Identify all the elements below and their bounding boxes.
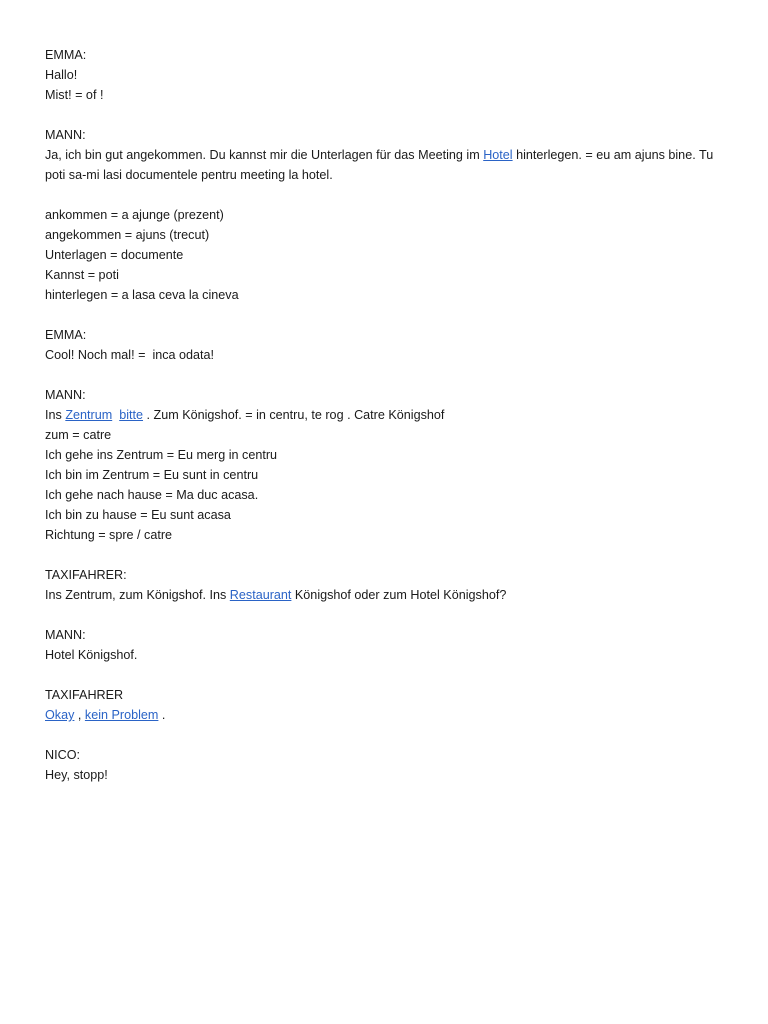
vocab-line: Ich gehe nach hause = Ma duc acasa. [45, 488, 259, 502]
speaker-mann: MANN: [45, 628, 86, 642]
link-okay[interactable]: Okay [45, 708, 75, 722]
spacer [45, 605, 735, 625]
dialogue-line: Hallo! [45, 68, 78, 82]
speaker-emma: EMMA: [45, 328, 87, 342]
text-segment: Ins Zentrum, zum Königshof. Ins [45, 588, 230, 602]
text-segment: . [158, 708, 166, 722]
vocab-line: ankommen = a ajunge (prezent) [45, 208, 224, 222]
speaker-mann: MANN: [45, 388, 86, 402]
dialogue-line [45, 705, 735, 725]
dialogue-line: poti sa-mi lasi documentele pentru meeting la hotel. [45, 168, 333, 182]
speaker-taxifahrer: TAXIFAHRER [45, 688, 124, 702]
vocab-line: Unterlagen = documente [45, 248, 184, 262]
text-segment: Königshof oder zum Hotel Königshof? [291, 588, 507, 602]
speaker-nico: NICO: [45, 748, 80, 762]
text-segment: Ja, ich bin gut angekommen. Du kannst mir die Unterlagen für das Meeting im [45, 148, 484, 162]
vocab-line: Richtung = spre / catre [45, 528, 173, 542]
vocab-line: Ich bin im Zentrum = Eu sunt in centru [45, 468, 259, 482]
link-bitte[interactable]: bitte [119, 408, 144, 422]
dialogue-line: Mist! = of ! [45, 88, 104, 102]
text-segment: Ins [45, 408, 66, 422]
link-restaurant[interactable]: Restaurant [229, 588, 292, 602]
link-hotel[interactable]: Hotel [483, 148, 513, 162]
spacer [45, 105, 735, 125]
dialogue-line [45, 145, 735, 165]
text-segment: , [74, 708, 85, 722]
document-page [45, 45, 735, 785]
speaker-emma: EMMA: [45, 48, 87, 62]
vocab-line: zum = catre [45, 428, 112, 442]
vocab-line: angekommen = ajuns (trecut) [45, 228, 210, 242]
spacer [45, 305, 735, 325]
vocab-line: Ich gehe ins Zentrum = Eu merg in centru [45, 448, 278, 462]
spacer [45, 185, 735, 205]
dialogue-line [45, 585, 735, 605]
speaker-taxifahrer: TAXIFAHRER: [45, 568, 127, 582]
text-segment: . Zum Königshof. = in centru, te rog . Catre Königshof [143, 408, 445, 422]
speaker-mann: MANN: [45, 128, 86, 142]
spacer [45, 365, 735, 385]
dialogue-line [45, 405, 735, 425]
spacer [45, 725, 735, 745]
dialogue-line: Hey, stopp! [45, 768, 108, 782]
vocab-line: Ich bin zu hause = Eu sunt acasa [45, 508, 231, 522]
dialogue-line: Cool! Noch mal! = inca odata! [45, 348, 215, 362]
spacer [45, 665, 735, 685]
dialogue-line: Hotel Königshof. [45, 648, 138, 662]
link-zentrum[interactable]: Zentrum [65, 408, 113, 422]
text-segment: hinterlegen. = eu am ajuns bine. Tu [512, 148, 714, 162]
vocab-line: Kannst = poti [45, 268, 119, 282]
link-kein-problem[interactable]: kein Problem [84, 708, 159, 722]
spacer [45, 545, 735, 565]
vocab-line: hinterlegen = a lasa ceva la cineva [45, 288, 239, 302]
